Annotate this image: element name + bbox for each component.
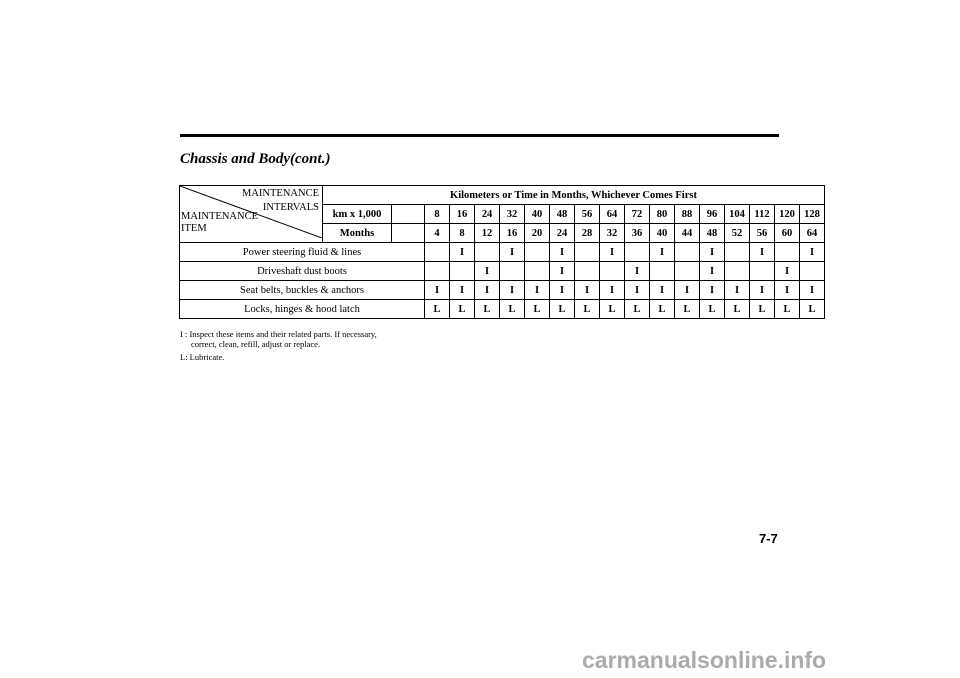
schedule-cell: L — [625, 300, 650, 319]
km-value: 16 — [450, 205, 475, 224]
schedule-cell — [750, 262, 775, 281]
schedule-cell — [600, 262, 625, 281]
note-inspect-line2: correct, clean, refill, adjust or replace. — [191, 339, 321, 349]
schedule-cell: I — [600, 281, 625, 300]
schedule-cell: L — [750, 300, 775, 319]
km-value: 40 — [525, 205, 550, 224]
months-value: 4 — [425, 224, 450, 243]
top-rule — [180, 134, 779, 137]
item-label: Locks, hinges & hood latch — [180, 300, 425, 319]
table-row — [180, 262, 825, 281]
header-title: Kilometers or Time in Months, Whichever Comes First — [323, 186, 825, 205]
item-label: Power steering fluid & lines — [180, 243, 425, 262]
km-value: 128 — [800, 205, 825, 224]
km-value: 64 — [600, 205, 625, 224]
page-number: 7-7 — [759, 531, 778, 546]
km-value: 56 — [575, 205, 600, 224]
schedule-cell: L — [675, 300, 700, 319]
table-row — [180, 243, 825, 262]
corner-intervals-line2: INTERVALS — [262, 202, 319, 213]
item-label: Driveshaft dust boots — [180, 262, 425, 281]
schedule-cell: I — [750, 281, 775, 300]
months-value: 56 — [750, 224, 775, 243]
schedule-cell — [725, 262, 750, 281]
schedule-cell: L — [525, 300, 550, 319]
months-value: 28 — [575, 224, 600, 243]
schedule-cell: I — [550, 243, 575, 262]
header-row-title — [180, 186, 825, 205]
months-value: 40 — [650, 224, 675, 243]
schedule-cell: I — [450, 243, 475, 262]
notes — [180, 329, 377, 362]
km-spacer — [392, 205, 425, 224]
schedule-cell — [625, 243, 650, 262]
note-inspect-line1: I : Inspect these items and their related parts. If necessary, — [180, 329, 377, 339]
schedule-cell: L — [500, 300, 525, 319]
schedule-cell: I — [675, 281, 700, 300]
schedule-cell — [675, 243, 700, 262]
schedule-cell: I — [700, 243, 725, 262]
schedule-cell: I — [625, 262, 650, 281]
schedule-cell: I — [800, 243, 825, 262]
schedule-cell: I — [500, 281, 525, 300]
months-value: 36 — [625, 224, 650, 243]
months-value: 12 — [475, 224, 500, 243]
schedule-cell: I — [550, 262, 575, 281]
schedule-cell: I — [575, 281, 600, 300]
corner-intervals-line1: MAINTENANCE — [242, 188, 319, 199]
schedule-cell — [725, 243, 750, 262]
months-value: 60 — [775, 224, 800, 243]
schedule-cell — [525, 243, 550, 262]
schedule-cell: I — [700, 262, 725, 281]
schedule-cell: I — [650, 243, 675, 262]
schedule-cell: I — [600, 243, 625, 262]
km-value: 24 — [475, 205, 500, 224]
item-label: Seat belts, buckles & anchors — [180, 281, 425, 300]
months-value: 48 — [700, 224, 725, 243]
months-value: 20 — [525, 224, 550, 243]
months-label: Months — [323, 224, 392, 243]
km-value: 72 — [625, 205, 650, 224]
schedule-cell: I — [650, 281, 675, 300]
km-value: 96 — [700, 205, 725, 224]
schedule-cell: I — [725, 281, 750, 300]
schedule-cell: L — [700, 300, 725, 319]
schedule-cell: L — [650, 300, 675, 319]
schedule-cell: L — [600, 300, 625, 319]
corner-item-line1: MAINTENANCE — [181, 211, 258, 222]
note-lubricate: L: Lubricate. — [180, 352, 225, 362]
table-row — [180, 300, 825, 319]
schedule-cell — [475, 243, 500, 262]
months-value: 44 — [675, 224, 700, 243]
schedule-cell — [450, 262, 475, 281]
schedule-cell: I — [525, 281, 550, 300]
km-value: 88 — [675, 205, 700, 224]
km-value: 112 — [750, 205, 775, 224]
schedule-cell — [575, 262, 600, 281]
schedule-cell — [575, 243, 600, 262]
schedule-cell: I — [475, 281, 500, 300]
table-row — [180, 281, 825, 300]
months-spacer — [392, 224, 425, 243]
maintenance-table — [179, 185, 825, 319]
schedule-cell — [500, 262, 525, 281]
months-value: 32 — [600, 224, 625, 243]
months-value: 64 — [800, 224, 825, 243]
section-title: Chassis and Body(cont.) — [180, 151, 331, 167]
schedule-cell: I — [625, 281, 650, 300]
schedule-cell: I — [475, 262, 500, 281]
schedule-cell — [775, 243, 800, 262]
schedule-cell: L — [800, 300, 825, 319]
km-value: 104 — [725, 205, 750, 224]
km-value: 32 — [500, 205, 525, 224]
schedule-cell — [800, 262, 825, 281]
km-label: km x 1,000 — [323, 205, 392, 224]
corner-item-line2: ITEM — [181, 223, 207, 234]
km-value: 48 — [550, 205, 575, 224]
km-value: 80 — [650, 205, 675, 224]
schedule-cell: I — [775, 281, 800, 300]
months-value: 16 — [500, 224, 525, 243]
schedule-cell: I — [500, 243, 525, 262]
schedule-cell: L — [550, 300, 575, 319]
schedule-cell — [425, 243, 450, 262]
km-value: 8 — [425, 205, 450, 224]
watermark: carmanualsonline.info — [582, 647, 827, 673]
schedule-cell: I — [775, 262, 800, 281]
schedule-cell: L — [450, 300, 475, 319]
schedule-cell — [425, 262, 450, 281]
schedule-cell: L — [775, 300, 800, 319]
schedule-cell: I — [450, 281, 475, 300]
schedule-cell: I — [800, 281, 825, 300]
schedule-cell: L — [575, 300, 600, 319]
schedule-cell: L — [725, 300, 750, 319]
months-value: 52 — [725, 224, 750, 243]
months-value: 24 — [550, 224, 575, 243]
schedule-cell — [650, 262, 675, 281]
schedule-cell: I — [425, 281, 450, 300]
schedule-cell: I — [700, 281, 725, 300]
months-value: 8 — [450, 224, 475, 243]
schedule-cell — [675, 262, 700, 281]
schedule-cell: I — [750, 243, 775, 262]
km-value: 120 — [775, 205, 800, 224]
schedule-cell: I — [550, 281, 575, 300]
schedule-cell: L — [475, 300, 500, 319]
schedule-cell — [525, 262, 550, 281]
corner-cell — [180, 186, 323, 243]
schedule-cell: L — [425, 300, 450, 319]
